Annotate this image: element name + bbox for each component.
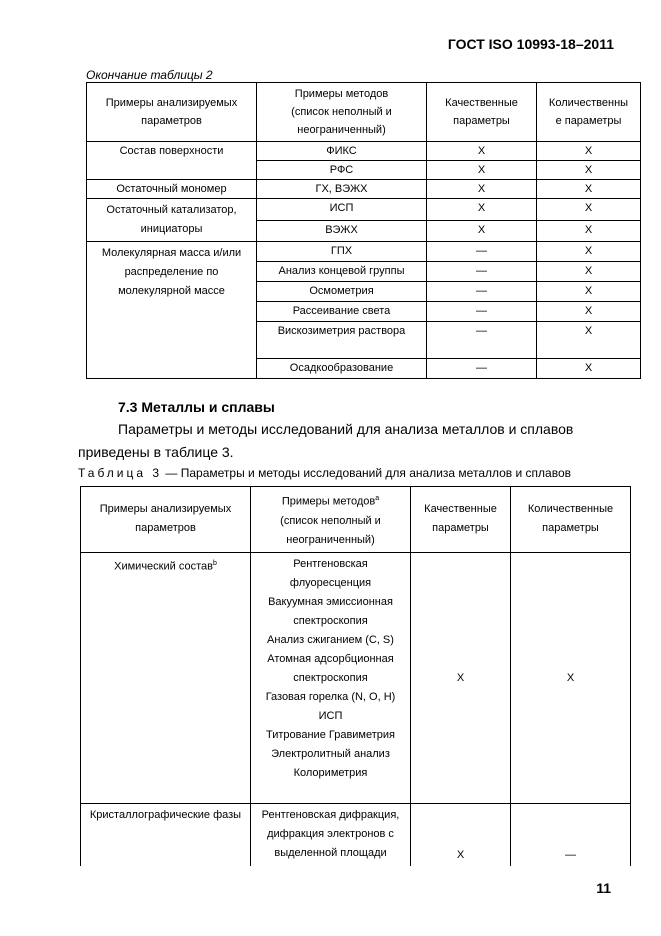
quant-cell: X <box>537 359 641 379</box>
table-row <box>81 803 631 866</box>
param-mass: Молекулярная масса и/или распределение по молекулярной массе <box>87 242 257 379</box>
header-methods: Примеры методов$^a$ (список неполный и неограниченный) <box>251 487 411 553</box>
table-2 <box>86 82 641 379</box>
param-surface: Состав поверхности <box>87 142 257 180</box>
section-title: 7.3 Металлы и сплавы <box>118 399 275 415</box>
qual-cell: — <box>427 302 537 322</box>
qual-cell: X <box>427 220 537 242</box>
qual-cell: X <box>427 199 537 221</box>
qual-cell: — <box>427 322 537 359</box>
method-list: Рентгеновская дифракция, дифракция электронов с выделенной площади <box>251 803 411 866</box>
method-cell: ГХ, ВЭЖХ <box>257 180 427 199</box>
footnote-b: b <box>212 559 217 567</box>
table-row <box>87 199 641 221</box>
quant-cell: X <box>511 552 631 803</box>
table2-caption: Окончание таблицы 2 <box>86 68 213 82</box>
table-row <box>87 242 641 262</box>
table3-caption <box>78 466 571 480</box>
document-code: ГОСТ ISO 10993-18–2011 <box>447 36 614 52</box>
quant-cell: X <box>537 262 641 282</box>
header-methods: Примеры методов (список неполный и неограниченный) <box>257 83 427 142</box>
quant-cell: X <box>537 142 641 161</box>
page-number: 11 <box>596 880 611 896</box>
method-list: Рентгеновская флуоресценция Вакуумная эмиссионная спектроскопия Анализ сжиганием (C, S) Атомная адсорбционная спектроскопия Газовая горелка (N, O, H) ИСП Титрование Гравиметрия Электролитный анализ Колориметрия <box>251 552 411 803</box>
qual-cell: — <box>427 242 537 262</box>
qual-cell: X <box>427 180 537 199</box>
param-monomer: Остаточный мономер <box>87 180 257 199</box>
qual-cell: X <box>411 552 511 803</box>
header-quant: Количественные параметры <box>511 487 631 553</box>
qual-cell: X <box>411 803 511 866</box>
quant-cell: X <box>537 199 641 221</box>
method-cell: Рассеивание света <box>257 302 427 322</box>
method-cell: ФИКС <box>257 142 427 161</box>
method-cell: Анализ концевой группы <box>257 262 427 282</box>
table-row <box>87 180 641 199</box>
table-header-row <box>81 487 631 553</box>
method-cell: ГПХ <box>257 242 427 262</box>
qual-cell: X <box>427 142 537 161</box>
table3-caption-text: — Параметры и методы исследований для анализа металлов и сплавов <box>165 466 572 480</box>
quant-cell: X <box>537 282 641 302</box>
method-cell: РФС <box>257 161 427 180</box>
footnote-a: a <box>375 495 380 502</box>
header-params: Примеры анализируемых параметров <box>87 83 257 142</box>
method-cell: Вискозиметрия раствора <box>257 322 427 359</box>
header-qual: Качественные параметры <box>411 487 511 553</box>
method-cell: ИСП <box>257 199 427 221</box>
quant-cell: X <box>537 161 641 180</box>
table-3 <box>80 486 631 866</box>
table-header-row <box>87 83 641 142</box>
paragraph-line-1: Параметры и методы исследований для анализа металлов и сплавов <box>118 421 574 437</box>
param-chemical: Химический состав$^b$ <box>81 552 251 803</box>
qual-cell: — <box>427 262 537 282</box>
method-cell: Осмометрия <box>257 282 427 302</box>
header-quant: Количественны е параметры <box>537 83 641 142</box>
table-row <box>81 552 631 803</box>
quant-cell: X <box>537 220 641 242</box>
qual-cell: X <box>427 161 537 180</box>
method-cell: ВЭЖХ <box>257 220 427 242</box>
header-params: Примеры анализируемых параметров <box>81 487 251 553</box>
param-catalyst: Остаточный катализатор, инициаторы <box>87 199 257 242</box>
qual-cell: — <box>427 359 537 379</box>
method-cell: Осадкообразование <box>257 359 427 379</box>
header-qual: Качественные параметры <box>427 83 537 142</box>
quant-cell: X <box>537 322 641 359</box>
quant-cell: — <box>511 803 631 866</box>
table3-caption-label: Таблица 3 <box>78 466 163 480</box>
quant-cell: X <box>537 242 641 262</box>
table-row <box>87 142 641 161</box>
qual-cell: — <box>427 282 537 302</box>
quant-cell: X <box>537 180 641 199</box>
quant-cell: X <box>537 302 641 322</box>
param-crystal: Кристаллографические фазы <box>81 803 251 866</box>
paragraph-line-2: приведены в таблице 3. <box>78 444 234 460</box>
